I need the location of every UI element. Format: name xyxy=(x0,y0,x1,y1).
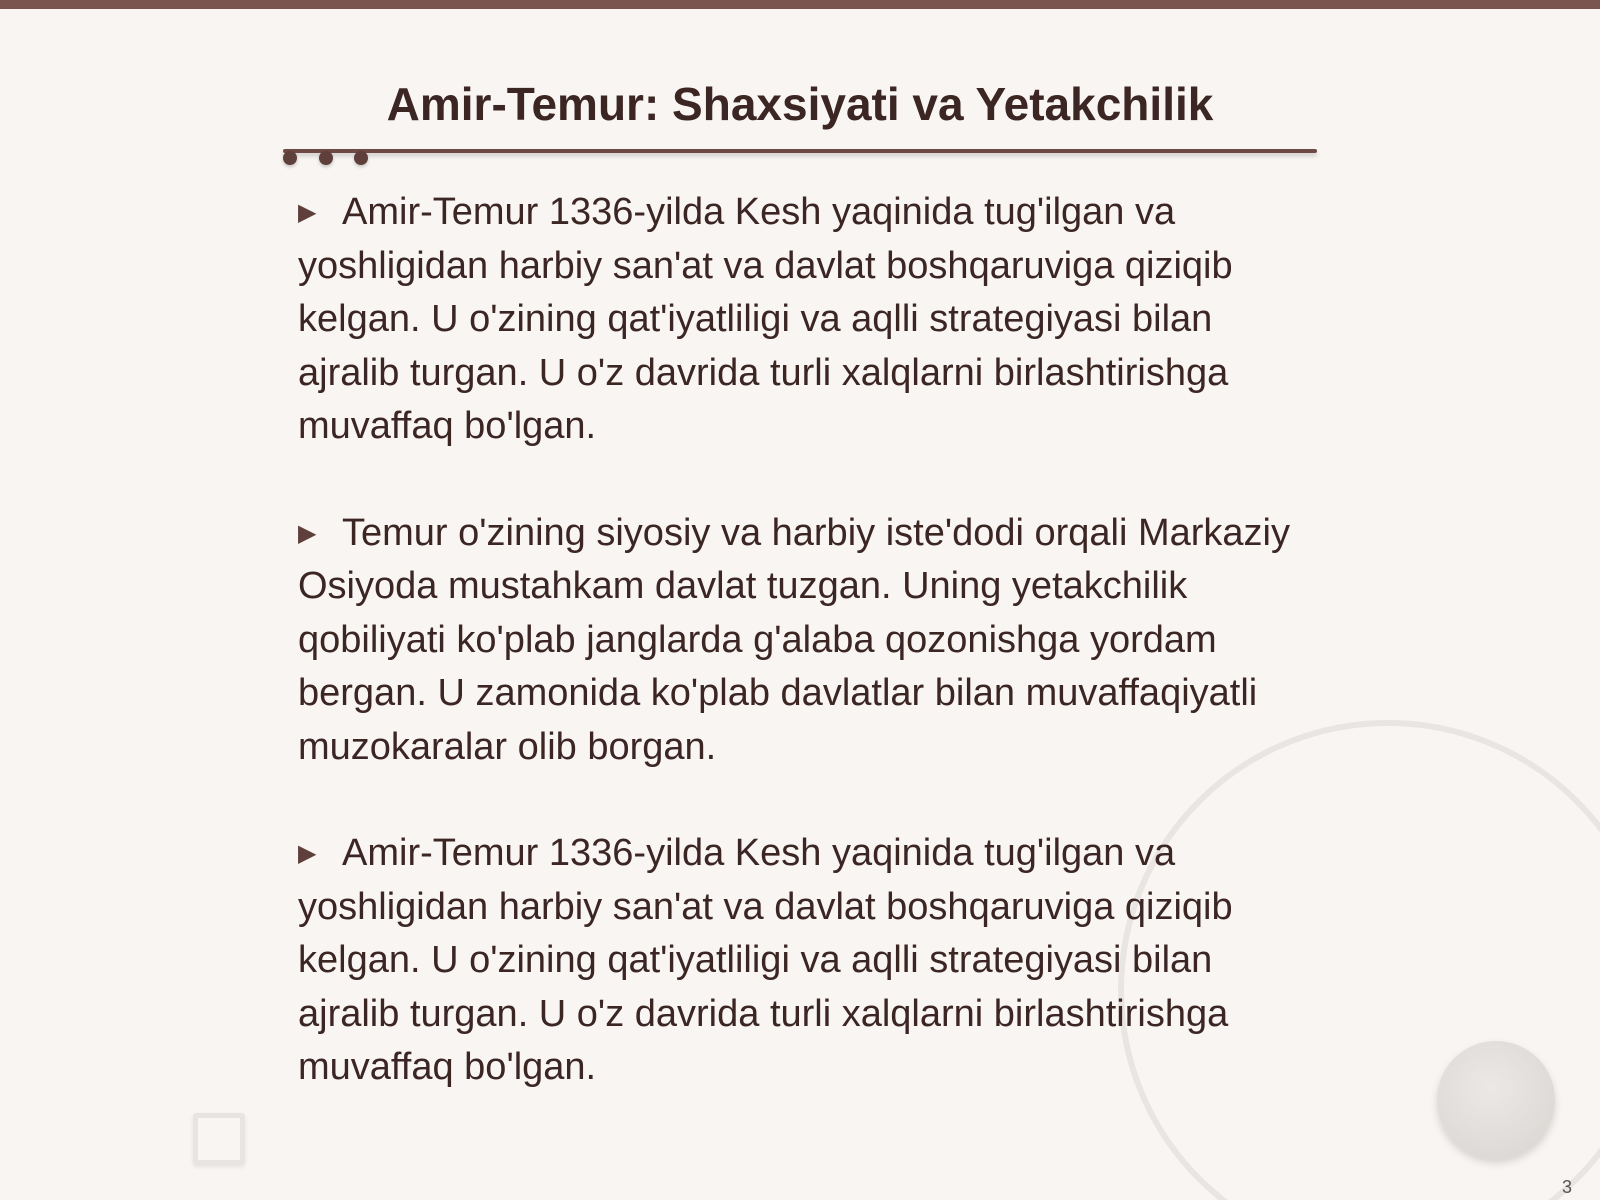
decorative-circle xyxy=(1437,1041,1555,1159)
bullet-paragraph-1 xyxy=(298,186,1308,454)
top-accent-bar xyxy=(0,0,1600,9)
bullet-arrow-icon: ▶ xyxy=(298,840,317,867)
decorative-dot xyxy=(283,151,297,165)
decorative-square xyxy=(193,1113,245,1165)
paragraph-text: Temur o'zining siyosiy va harbiy iste'dodi orqali Markaziy Osiyoda mustahkam davlat tuzgan. Uning yetakchilik qobiliyati ko'plab janglarda g'alaba qozonishga yordam bergan. U zamonida ko'plab davlatlar bilan muvaffaqiyatli muzokaralar olib borgan. xyxy=(298,511,1290,768)
bullet-paragraph-2 xyxy=(298,507,1308,775)
decorative-dot xyxy=(319,151,333,165)
slide-body xyxy=(298,186,1308,1148)
bullet-paragraph-3 xyxy=(298,827,1308,1095)
decorative-dot xyxy=(354,151,368,165)
paragraph-text: Amir-Temur 1336-yilda Kesh yaqinida tug'ilgan va yoshligidan harbiy san'at va davlat boshqaruviga qiziqib kelgan. U o'zining qat'iyatliligi va aqlli strategiyasi bilan ajralib turgan. U o'z davrida turli xalqlarni birlashtirishga muvaffaq bo'lgan. xyxy=(298,832,1233,1088)
slide-title: Amir-Temur: Shaxsiyati va Yetakchilik xyxy=(386,78,1214,130)
page-number: 3 xyxy=(1561,1177,1572,1197)
bullet-arrow-icon: ▶ xyxy=(298,519,317,547)
title-underline xyxy=(283,149,1317,153)
bullet-arrow-icon: ▶ xyxy=(298,199,317,226)
paragraph-text: Amir-Temur 1336-yilda Kesh yaqinida tug'ilgan va yoshligidan harbiy san'at va davlat boshqaruviga qiziqib kelgan. U o'zining qat'iyatliligi va aqlli strategiyasi bilan ajralib turgan. U o'z davrida turli xalqlarni birlashtirishga muvaffaq bo'lgan. xyxy=(298,191,1233,447)
